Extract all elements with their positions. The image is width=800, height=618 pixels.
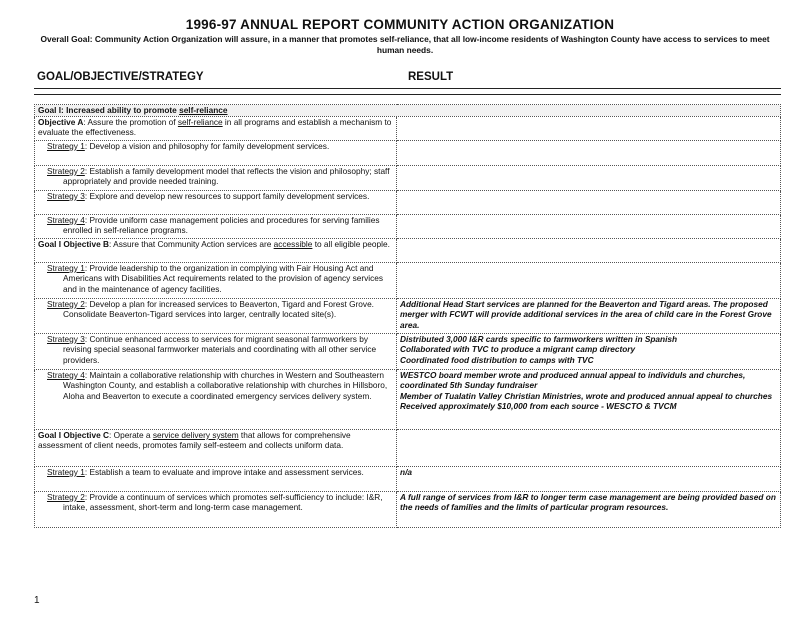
strategy-cell: Strategy 2: Establish a family development model that reflects the vision and philosophy; staff appropriately and provide needed training.	[35, 166, 397, 191]
column-header-goal: GOAL/OBJECTIVE/STRATEGY	[37, 71, 204, 83]
overall-goal: Overall Goal: Community Action Organization will assure, in a manner that promotes self-reliance, that all low-income residents of Washington County have access to services to meet human needs.	[40, 34, 770, 55]
result-cell: A full range of services from I&R to longer term case management are being provided based on the needs of families and the limits of particular program resources.	[397, 492, 781, 528]
result-cell: WESTCO board member wrote and produced annual appeal to individuls and churches, coordinated 5th Sunday fundraiser Member of Tualatin Valley Christian Ministries, wrote and produced annual appeal to churches Received approximately $10,000 from each source - WESCTO & TVCM	[397, 370, 781, 430]
objective-c-label: Goal I Objective C	[38, 430, 110, 440]
goal-row	[35, 105, 781, 117]
table-row	[35, 141, 781, 166]
page-number: 1	[34, 595, 40, 606]
strategy-cell: Strategy 2: Develop a plan for increased services to Beaverton, Tigard and Forest Grove. Consolidate Beaverton-Tigard services into larger, centrally located site(s).	[35, 299, 397, 334]
table-row	[35, 299, 781, 334]
result-cell	[397, 191, 781, 215]
objective-row	[35, 430, 781, 467]
strategy-cell: Strategy 1: Establish a team to evaluate and improve intake and assessment services.	[35, 467, 397, 492]
objective-b-result	[397, 239, 781, 263]
column-header-result: RESULT	[408, 71, 454, 83]
result-cell	[397, 215, 781, 239]
strategy-cell: Strategy 3: Continue enhanced access to services for migrant seasonal farmworkers by revising special seasonal farmworker materials and coordinating with all other service providers.	[35, 334, 397, 370]
header-rule-bottom	[34, 94, 781, 95]
table-row	[35, 263, 781, 299]
objective-row	[35, 117, 781, 141]
report-title: 1996-97 ANNUAL REPORT COMMUNITY ACTION ORGANIZATION	[185, 17, 615, 32]
strategy-cell: Strategy 4: Provide uniform case management policies and procedures for serving families enrolled in self-reliance programs.	[35, 215, 397, 239]
goal-label: Goal I: Increased ability to promote	[38, 105, 180, 115]
objective-a-label: Objective A	[38, 117, 84, 127]
objective-b-cell: Goal I Objective B: Assure that Community Action services are accessible to all eligible people.	[35, 239, 397, 263]
goal-cell	[35, 105, 781, 117]
table-row	[35, 191, 781, 215]
table-row	[35, 370, 781, 430]
strategy-cell: Strategy 2: Provide a continuum of services which promotes self-sufficiency to include: I&R, intake, assessment, short-term and long-term case management.	[35, 492, 397, 528]
result-cell	[397, 141, 781, 166]
strategy-cell: Strategy 1: Develop a vision and philosophy for family development services.	[35, 141, 397, 166]
goal-keyword: self-reliance	[179, 105, 228, 115]
objective-c-cell: Goal I Objective C: Operate a service delivery system that allows for comprehensive assessment of client needs, promotes family self-esteem and collects uniform data.	[35, 430, 397, 467]
objective-a-result	[397, 117, 781, 141]
objective-b-label: Goal I Objective B	[38, 239, 110, 249]
table-row	[35, 334, 781, 370]
result-cell	[397, 263, 781, 299]
table-row	[35, 215, 781, 239]
result-cell: Additional Head Start services are planned for the Beaverton and Tigard areas. The proposed merger with FCWT will provide additional services in the area of child care in the Forest Grove area.	[397, 299, 781, 334]
result-cell: Distributed 3,000 I&R cards specific to farmworkers written in Spanish Collaborated with TVC to produce a migrant camp directory Coordinated food distribution to camps with TVC	[397, 334, 781, 370]
result-cell: n/a	[397, 467, 781, 492]
result-cell	[397, 166, 781, 191]
strategy-cell: Strategy 4: Maintain a collaborative relationship with churches in Western and Southeastern Washington County, and establish a collaborative relationship with churches in Hillsboro, Aloha and Beaverton to execute a coordinated emergency services delivery system.	[35, 370, 397, 430]
strategy-cell: Strategy 1: Provide leadership to the organization in complying with Fair Housing Act and Americans with Disabilities Act requirements related to the provision of agency services and in the maintenance of agency facilities.	[35, 263, 397, 299]
table-row	[35, 492, 781, 528]
table-row	[35, 467, 781, 492]
header-rule-top	[34, 88, 781, 89]
table-row	[35, 166, 781, 191]
report-table	[34, 104, 781, 528]
objective-c-result	[397, 430, 781, 467]
strategy-cell: Strategy 3: Explore and develop new resources to support family development services.	[35, 191, 397, 215]
objective-a-cell: Objective A: Assure the promotion of self-reliance in all programs and establish a mechanism to evaluate the effectiveness.	[35, 117, 397, 141]
objective-row	[35, 239, 781, 263]
